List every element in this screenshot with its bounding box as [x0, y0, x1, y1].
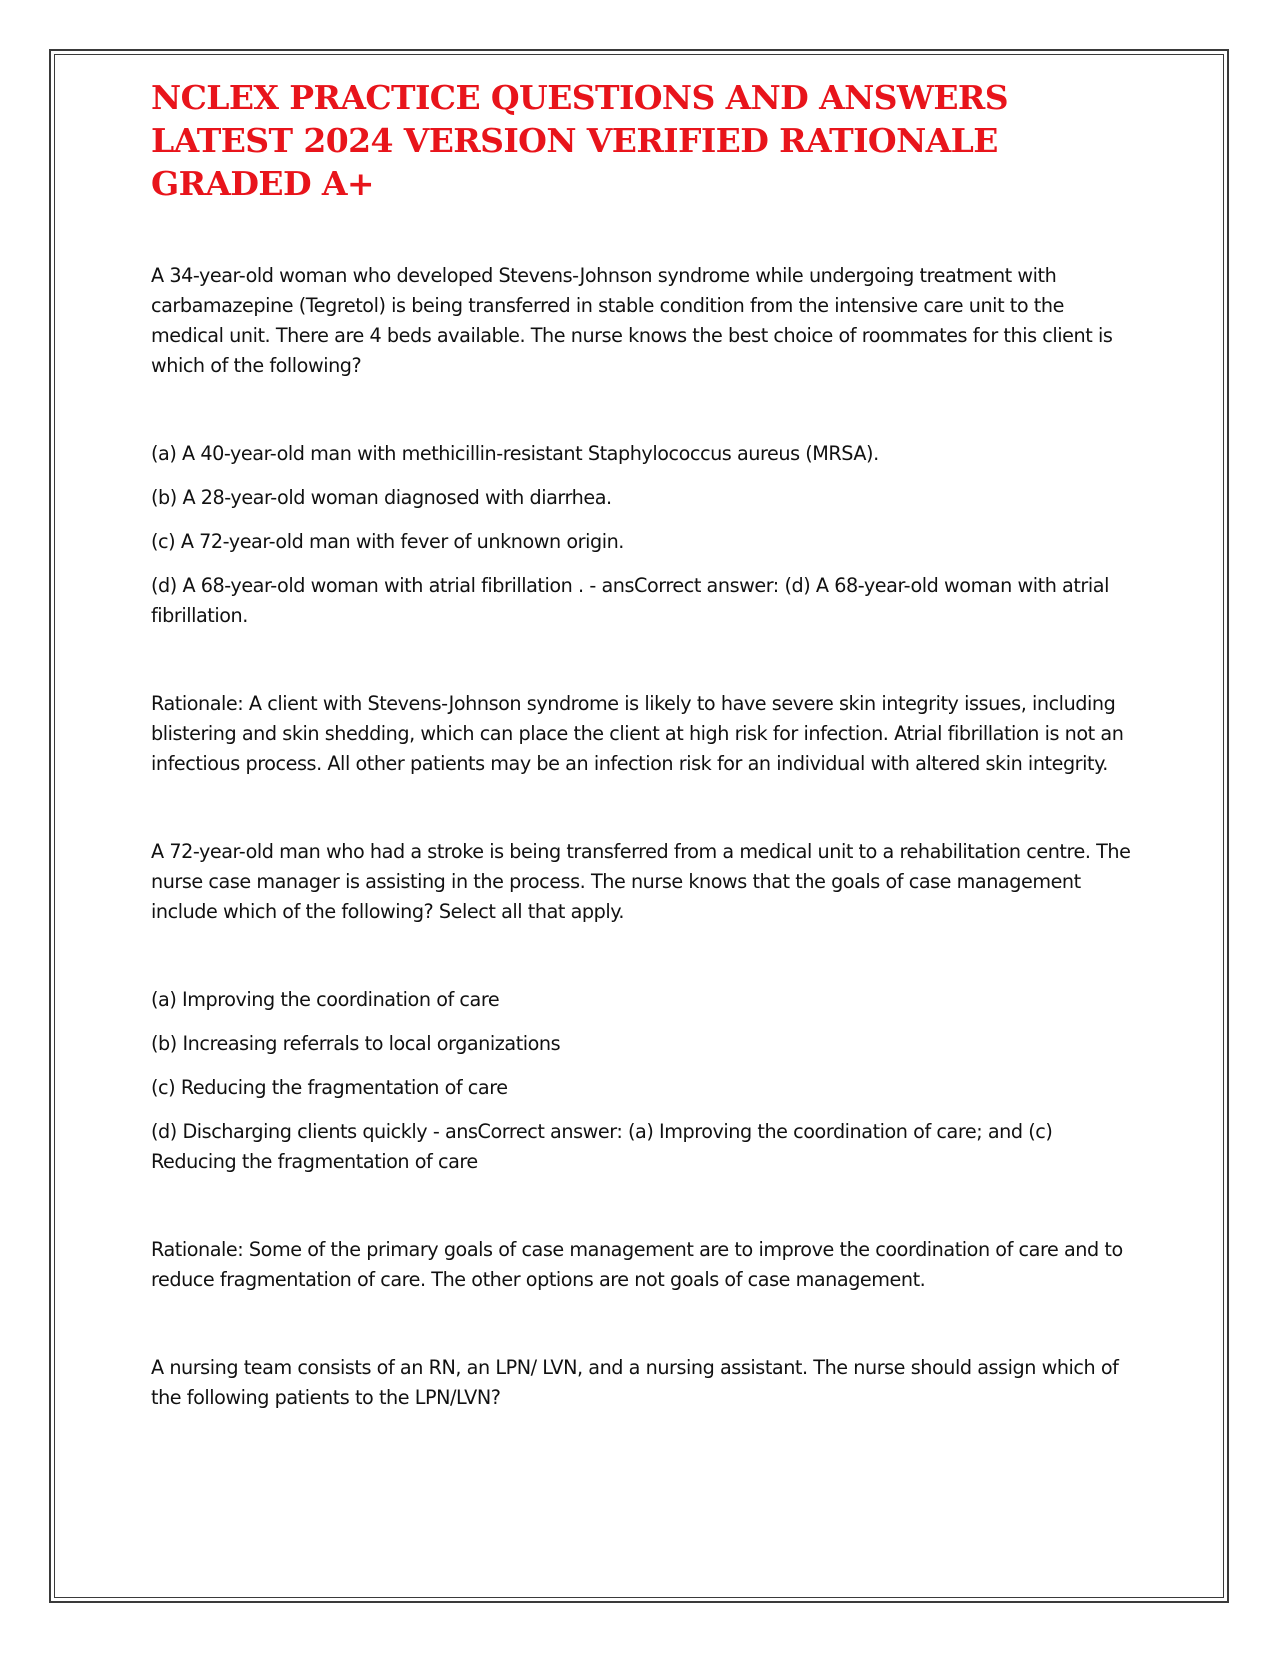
- question-2-option-c: (c) Reducing the fragmentation of care: [151, 1076, 508, 1099]
- document-content: [151, 76, 1141, 1413]
- question-1-option-c: (c) A 72-year-old man with fever of unknown origin.: [151, 530, 624, 553]
- question-3-stem: A nursing team consists of an RN, an LPN/ LVN, and a nursing assistant. The nurse should assign which of the following patients to the LPN/LVN?: [151, 1356, 1119, 1409]
- question-1-option-a: (a) A 40-year-old man with methicillin-resistant Staphylococcus aureus (MRSA).: [151, 442, 879, 465]
- question-2-rationale: Rationale: Some of the primary goals of case management are to improve the coordination of care and to reduce fragmentation of care. The other options are not goals of case management.: [151, 1238, 1123, 1291]
- question-2-option-d-answer: (d) Discharging clients quickly - ansCorrect answer: (a) Improving the coordination of care; and (c) Reducing the fragmentation of care: [151, 1120, 1053, 1173]
- question-1-rationale: Rationale: A client with Stevens-Johnson syndrome is likely to have severe skin integrity issues, including blistering and skin shedding, which can place the client at high risk for infection. Atrial fibrillation is not an infectious process. All other patients may be an infection risk for an individual with altered skin integrity.: [151, 692, 1124, 775]
- question-1-option-b: (b) A 28-year-old woman diagnosed with diarrhea.: [151, 486, 612, 509]
- question-1-option-d-answer: (d) A 68-year-old woman with atrial fibrillation . - ansCorrect answer: (d) A 68-year-old woman with atrial fibrillation.: [151, 574, 1109, 627]
- question-1-stem: A 34-year-old woman who developed Stevens-Johnson syndrome while undergoing treatment with carbamazepine (Tegretol) is being transferred in stable condition from the intensive care unit to the medical unit. There are 4 beds available. The nurse knows the best choice of roommates for this client is which of the following?: [151, 264, 1113, 377]
- question-2-option-b: (b) Increasing referrals to local organizations: [151, 1032, 561, 1055]
- question-2-option-a: (a) Improving the coordination of care: [151, 988, 500, 1011]
- question-2-stem: A 72-year-old man who had a stroke is being transferred from a medical unit to a rehabilitation centre. The nurse case manager is assisting in the process. The nurse knows that the goals of case management include which of the following? Select all that apply.: [151, 840, 1131, 923]
- document-title: NCLEX PRACTICE QUESTIONS AND ANSWERS LATEST 2024 VERSION VERIFIED RATIONALE GRADED A+: [151, 78, 1008, 203]
